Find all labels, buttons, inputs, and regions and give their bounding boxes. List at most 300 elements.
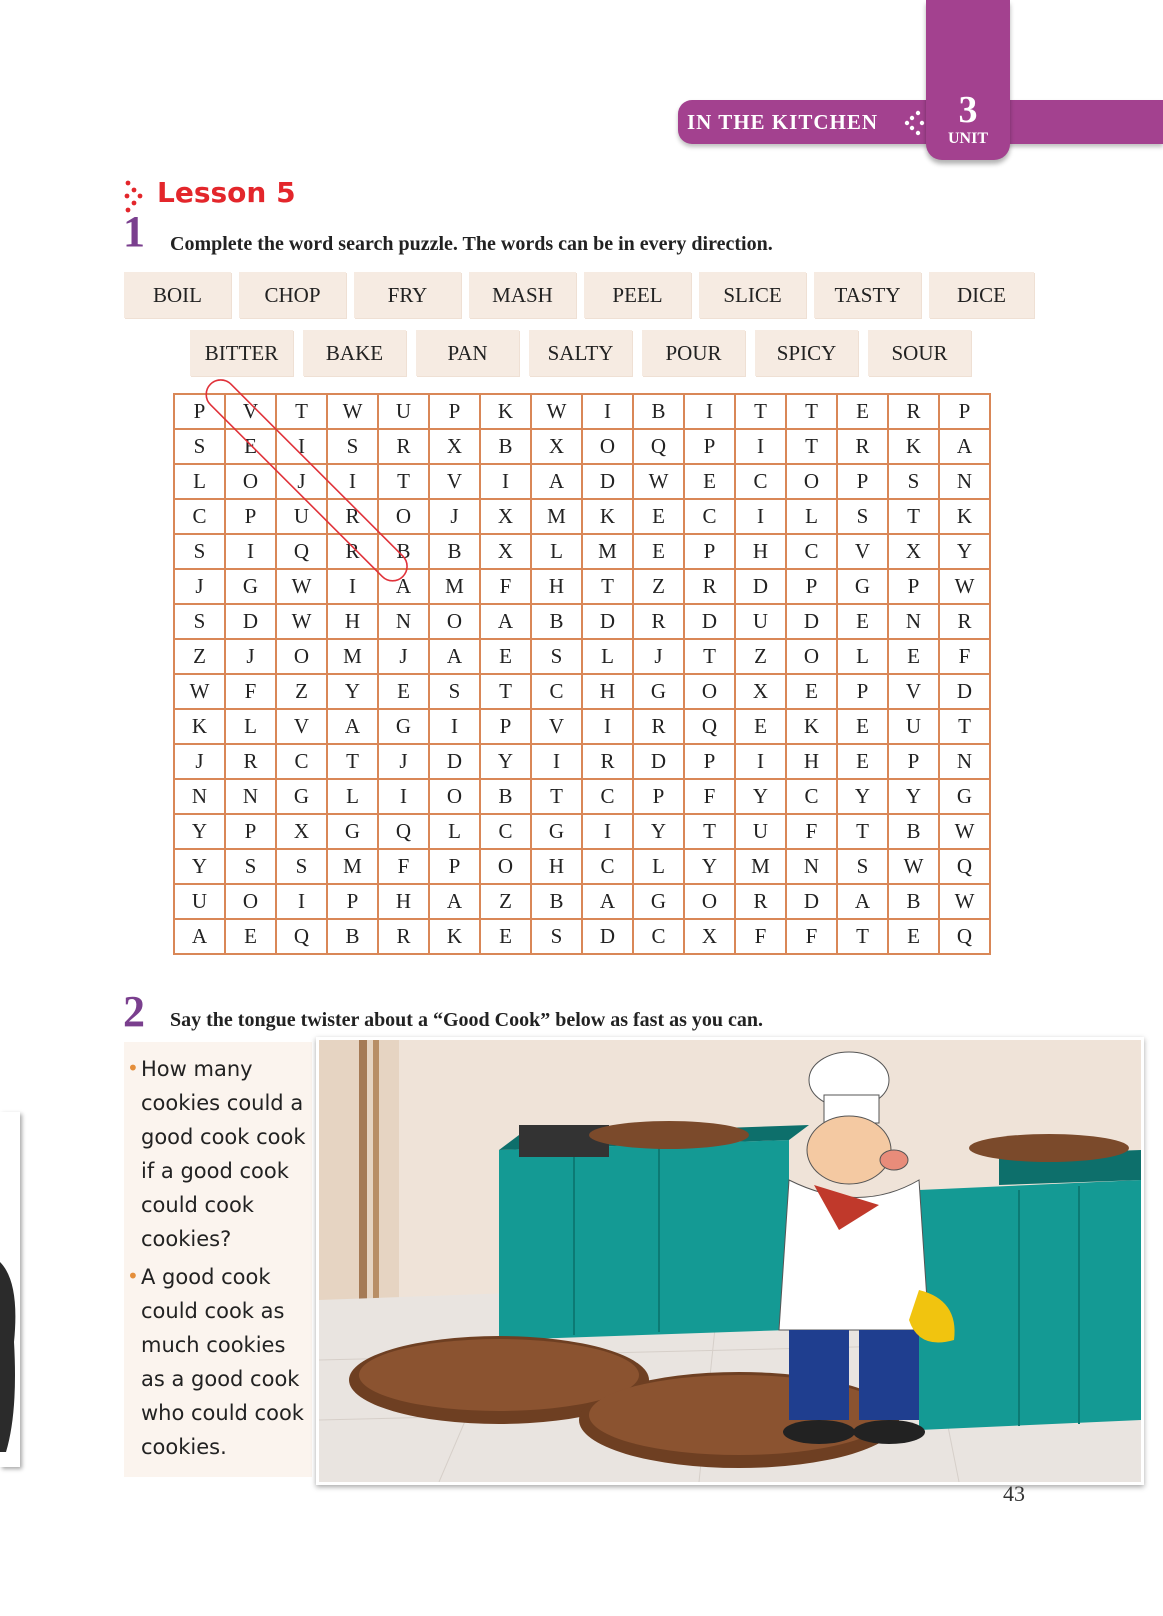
grid-cell[interactable]: J bbox=[174, 744, 225, 779]
grid-cell[interactable]: Z bbox=[276, 674, 327, 709]
grid-cell[interactable]: J bbox=[276, 464, 327, 499]
grid-cell[interactable]: A bbox=[429, 639, 480, 674]
grid-cell[interactable]: E bbox=[480, 639, 531, 674]
grid-cell[interactable]: S bbox=[429, 674, 480, 709]
grid-cell[interactable]: K bbox=[429, 919, 480, 954]
dots-icon bbox=[904, 110, 926, 136]
grid-cell[interactable]: A bbox=[837, 884, 888, 919]
exercise-2-instruction: Say the tongue twister about a “Good Cook” below as fast as you can. bbox=[170, 1009, 764, 1031]
grid-cell[interactable]: S bbox=[276, 849, 327, 884]
grid-cell[interactable]: T bbox=[327, 744, 378, 779]
grid-cell[interactable]: Z bbox=[174, 639, 225, 674]
grid-cell[interactable]: I bbox=[327, 569, 378, 604]
grid-cell[interactable]: T bbox=[786, 394, 837, 429]
grid-cell[interactable]: E bbox=[225, 429, 276, 464]
grid-cell[interactable]: F bbox=[480, 569, 531, 604]
grid-cell[interactable]: P bbox=[480, 709, 531, 744]
grid-cell[interactable]: O bbox=[582, 429, 633, 464]
grid-cell[interactable]: T bbox=[378, 464, 429, 499]
grid-cell[interactable]: P bbox=[684, 534, 735, 569]
grid-row bbox=[174, 569, 990, 604]
grid-cell[interactable]: S bbox=[225, 849, 276, 884]
grid-cell[interactable]: W bbox=[939, 814, 990, 849]
grid-cell[interactable]: K bbox=[888, 429, 939, 464]
grid-cell[interactable]: J bbox=[225, 639, 276, 674]
grid-cell[interactable]: M bbox=[582, 534, 633, 569]
grid-cell[interactable]: Y bbox=[735, 779, 786, 814]
grid-cell[interactable]: D bbox=[684, 604, 735, 639]
grid-cell[interactable]: E bbox=[480, 919, 531, 954]
grid-cell[interactable]: O bbox=[429, 604, 480, 639]
unit-tab bbox=[926, 0, 1010, 160]
grid-cell[interactable]: Z bbox=[480, 884, 531, 919]
grid-cell[interactable]: M bbox=[735, 849, 786, 884]
grid-cell[interactable]: S bbox=[531, 639, 582, 674]
grid-cell[interactable]: X bbox=[276, 814, 327, 849]
grid-cell[interactable]: N bbox=[939, 744, 990, 779]
grid-cell[interactable]: O bbox=[786, 464, 837, 499]
grid-cell[interactable]: G bbox=[633, 674, 684, 709]
grid-cell[interactable]: W bbox=[327, 394, 378, 429]
grid-cell[interactable]: L bbox=[174, 464, 225, 499]
grid-cell[interactable]: E bbox=[786, 674, 837, 709]
grid-cell[interactable]: W bbox=[276, 569, 327, 604]
twister-line: who could cook bbox=[141, 1401, 304, 1425]
grid-cell[interactable]: R bbox=[735, 884, 786, 919]
exercise-1-number: 1 bbox=[123, 207, 145, 256]
grid-cell[interactable]: T bbox=[786, 429, 837, 464]
grid-cell[interactable]: W bbox=[939, 884, 990, 919]
grid-cell[interactable]: S bbox=[837, 499, 888, 534]
grid-cell[interactable]: P bbox=[888, 569, 939, 604]
grid-cell[interactable]: R bbox=[378, 429, 429, 464]
grid-row bbox=[174, 814, 990, 849]
grid-cell[interactable]: T bbox=[480, 674, 531, 709]
grid-cell[interactable]: E bbox=[837, 604, 888, 639]
grid-cell[interactable]: L bbox=[225, 709, 276, 744]
grid-cell[interactable]: R bbox=[633, 709, 684, 744]
grid-cell[interactable]: K bbox=[582, 499, 633, 534]
grid-cell[interactable]: A bbox=[174, 919, 225, 954]
grid-cell[interactable]: Y bbox=[174, 814, 225, 849]
grid-row bbox=[174, 674, 990, 709]
grid-cell[interactable]: I bbox=[378, 779, 429, 814]
grid-cell[interactable]: I bbox=[735, 429, 786, 464]
grid-cell[interactable]: Q bbox=[276, 534, 327, 569]
grid-cell[interactable]: A bbox=[480, 604, 531, 639]
grid-cell[interactable]: R bbox=[225, 744, 276, 779]
grid-cell[interactable]: P bbox=[429, 849, 480, 884]
grid-cell[interactable]: D bbox=[582, 919, 633, 954]
grid-cell[interactable]: N bbox=[174, 779, 225, 814]
grid-cell[interactable]: V bbox=[888, 674, 939, 709]
grid-cell[interactable]: S bbox=[174, 429, 225, 464]
grid-cell[interactable]: S bbox=[888, 464, 939, 499]
grid-cell[interactable]: H bbox=[531, 849, 582, 884]
grid-cell[interactable]: A bbox=[378, 569, 429, 604]
grid-cell[interactable]: I bbox=[531, 744, 582, 779]
grid-cell[interactable]: Y bbox=[174, 849, 225, 884]
grid-row bbox=[174, 604, 990, 639]
grid-cell[interactable]: B bbox=[531, 884, 582, 919]
grid-cell[interactable]: T bbox=[735, 394, 786, 429]
grid-cell[interactable]: Q bbox=[633, 429, 684, 464]
grid-cell[interactable]: M bbox=[429, 569, 480, 604]
grid-cell[interactable]: H bbox=[327, 604, 378, 639]
grid-cell[interactable]: P bbox=[174, 394, 225, 429]
grid-cell[interactable]: T bbox=[684, 814, 735, 849]
grid-cell[interactable]: P bbox=[837, 674, 888, 709]
grid-cell[interactable]: I bbox=[684, 394, 735, 429]
grid-cell[interactable]: C bbox=[786, 534, 837, 569]
grid-cell[interactable]: F bbox=[225, 674, 276, 709]
grid-cell[interactable]: G bbox=[633, 884, 684, 919]
grid-cell[interactable]: X bbox=[735, 674, 786, 709]
grid-cell[interactable]: E bbox=[888, 639, 939, 674]
grid-cell[interactable]: J bbox=[429, 499, 480, 534]
twister-line: How many bbox=[141, 1057, 253, 1081]
grid-row bbox=[174, 429, 990, 464]
grid-cell[interactable]: T bbox=[837, 919, 888, 954]
grid-cell[interactable]: C bbox=[684, 499, 735, 534]
grid-cell[interactable]: N bbox=[786, 849, 837, 884]
grid-cell[interactable]: X bbox=[480, 534, 531, 569]
grid-cell[interactable]: R bbox=[684, 569, 735, 604]
grid-row bbox=[174, 919, 990, 954]
grid-cell[interactable]: R bbox=[837, 429, 888, 464]
grid-cell[interactable]: L bbox=[327, 779, 378, 814]
grid-cell[interactable]: L bbox=[633, 849, 684, 884]
grid-cell[interactable]: I bbox=[276, 884, 327, 919]
chef-kitchen-illustration bbox=[316, 1037, 1144, 1485]
grid-cell[interactable]: T bbox=[684, 639, 735, 674]
word-bank-item: MASH bbox=[469, 272, 576, 318]
grid-cell[interactable]: H bbox=[735, 534, 786, 569]
word-bank-item: PEEL bbox=[584, 272, 691, 318]
grid-cell[interactable]: V bbox=[225, 394, 276, 429]
side-photo bbox=[0, 1112, 20, 1467]
grid-cell[interactable]: U bbox=[735, 604, 786, 639]
grid-cell[interactable]: S bbox=[837, 849, 888, 884]
grid-cell[interactable]: A bbox=[327, 709, 378, 744]
grid-cell[interactable]: E bbox=[735, 709, 786, 744]
word-bank-item: SPICY bbox=[755, 330, 858, 376]
grid-cell[interactable]: W bbox=[531, 394, 582, 429]
word-search-grid bbox=[173, 393, 991, 955]
twister-line: as a good cook bbox=[141, 1367, 300, 1391]
grid-cell[interactable]: I bbox=[429, 709, 480, 744]
grid-cell[interactable]: B bbox=[480, 779, 531, 814]
grid-cell[interactable]: D bbox=[225, 604, 276, 639]
grid-cell[interactable]: O bbox=[225, 464, 276, 499]
grid-cell[interactable]: K bbox=[786, 709, 837, 744]
grid-cell[interactable]: P bbox=[225, 499, 276, 534]
grid-cell[interactable]: T bbox=[531, 779, 582, 814]
grid-cell[interactable]: P bbox=[786, 569, 837, 604]
grid-cell[interactable]: N bbox=[888, 604, 939, 639]
grid-cell[interactable]: V bbox=[531, 709, 582, 744]
kitchen-scene bbox=[319, 1040, 1141, 1482]
grid-cell[interactable]: B bbox=[378, 534, 429, 569]
grid-cell[interactable]: E bbox=[225, 919, 276, 954]
grid-cell[interactable]: O bbox=[225, 884, 276, 919]
grid-cell[interactable]: G bbox=[276, 779, 327, 814]
grid-cell[interactable]: A bbox=[582, 884, 633, 919]
grid-cell[interactable]: L bbox=[786, 499, 837, 534]
grid-cell[interactable]: Y bbox=[837, 779, 888, 814]
twister-line: cookies. bbox=[141, 1435, 227, 1459]
grid-cell[interactable]: T bbox=[276, 394, 327, 429]
photo-fragment bbox=[0, 1112, 20, 1467]
grid-cell[interactable]: C bbox=[276, 744, 327, 779]
grid-cell[interactable]: K bbox=[939, 499, 990, 534]
grid-cell[interactable]: F bbox=[684, 779, 735, 814]
grid-cell[interactable]: L bbox=[582, 639, 633, 674]
grid-cell[interactable]: H bbox=[582, 674, 633, 709]
grid-cell[interactable]: C bbox=[582, 849, 633, 884]
grid-cell[interactable]: W bbox=[174, 674, 225, 709]
grid-cell[interactable]: H bbox=[378, 884, 429, 919]
grid-cell[interactable]: X bbox=[480, 499, 531, 534]
grid-cell[interactable]: I bbox=[480, 464, 531, 499]
grid-cell[interactable]: O bbox=[276, 639, 327, 674]
grid-cell[interactable]: I bbox=[327, 464, 378, 499]
grid-cell[interactable]: O bbox=[480, 849, 531, 884]
grid-cell[interactable]: C bbox=[531, 674, 582, 709]
grid-cell[interactable]: N bbox=[939, 464, 990, 499]
twister-line: much cookies bbox=[141, 1333, 286, 1357]
grid-cell[interactable]: Q bbox=[939, 919, 990, 954]
grid-cell[interactable]: D bbox=[786, 604, 837, 639]
grid-cell[interactable]: U bbox=[735, 814, 786, 849]
grid-cell[interactable]: R bbox=[633, 604, 684, 639]
grid-cell[interactable]: O bbox=[684, 674, 735, 709]
grid-cell[interactable]: C bbox=[582, 779, 633, 814]
grid-cell[interactable]: E bbox=[633, 499, 684, 534]
grid-cell[interactable]: O bbox=[378, 499, 429, 534]
grid-cell[interactable]: I bbox=[582, 394, 633, 429]
grid-cell[interactable]: G bbox=[531, 814, 582, 849]
grid-cell[interactable]: S bbox=[174, 534, 225, 569]
grid-cell[interactable]: I bbox=[582, 709, 633, 744]
grid-cell[interactable]: Q bbox=[276, 919, 327, 954]
grid-cell[interactable]: G bbox=[939, 779, 990, 814]
grid-cell[interactable]: P bbox=[939, 394, 990, 429]
page-number: 43 bbox=[1003, 1481, 1025, 1506]
grid-cell[interactable]: V bbox=[429, 464, 480, 499]
grid-cell[interactable]: J bbox=[378, 639, 429, 674]
grid-cell[interactable]: I bbox=[735, 499, 786, 534]
grid-cell[interactable]: M bbox=[531, 499, 582, 534]
grid-cell[interactable]: S bbox=[327, 429, 378, 464]
grid-cell[interactable]: U bbox=[276, 499, 327, 534]
grid-cell[interactable]: Y bbox=[480, 744, 531, 779]
grid-cell[interactable]: R bbox=[939, 604, 990, 639]
grid-row bbox=[174, 849, 990, 884]
lesson-title: Lesson 5 bbox=[157, 176, 296, 209]
grid-cell[interactable]: P bbox=[684, 429, 735, 464]
grid-cell[interactable]: K bbox=[480, 394, 531, 429]
word-bank-item: POUR bbox=[642, 330, 745, 376]
grid-cell[interactable]: C bbox=[174, 499, 225, 534]
grid-cell[interactable]: E bbox=[837, 394, 888, 429]
grid-cell[interactable]: F bbox=[939, 639, 990, 674]
grid-row bbox=[174, 534, 990, 569]
grid-cell[interactable]: F bbox=[735, 919, 786, 954]
grid-cell[interactable]: D bbox=[582, 604, 633, 639]
grid-cell[interactable]: J bbox=[633, 639, 684, 674]
grid-cell[interactable]: R bbox=[327, 534, 378, 569]
grid-cell[interactable]: R bbox=[888, 394, 939, 429]
word-bank-item: BAKE bbox=[303, 330, 406, 376]
grid-cell[interactable]: L bbox=[531, 534, 582, 569]
grid-cell[interactable]: O bbox=[786, 639, 837, 674]
grid-cell[interactable]: B bbox=[327, 919, 378, 954]
grid-cell[interactable]: Y bbox=[939, 534, 990, 569]
grid-cell[interactable]: G bbox=[225, 569, 276, 604]
grid-cell[interactable]: A bbox=[939, 429, 990, 464]
word-bank-item: CHOP bbox=[239, 272, 346, 318]
grid-cell[interactable]: A bbox=[429, 884, 480, 919]
exercise-1-instruction: Complete the word search puzzle. The words can be in every direction. bbox=[170, 233, 773, 255]
grid-cell[interactable]: B bbox=[888, 884, 939, 919]
unit-number: 3 bbox=[958, 89, 978, 131]
grid-cell[interactable]: Y bbox=[684, 849, 735, 884]
grid-cell[interactable]: F bbox=[378, 849, 429, 884]
grid-cell[interactable]: X bbox=[429, 429, 480, 464]
grid-cell[interactable]: N bbox=[225, 779, 276, 814]
grid-cell[interactable]: G bbox=[327, 814, 378, 849]
unit-label: UNIT bbox=[947, 130, 988, 147]
grid-cell[interactable]: D bbox=[786, 884, 837, 919]
grid-cell[interactable]: J bbox=[174, 569, 225, 604]
grid-cell[interactable]: N bbox=[378, 604, 429, 639]
grid-cell[interactable]: E bbox=[684, 464, 735, 499]
grid-cell[interactable]: G bbox=[378, 709, 429, 744]
grid-cell[interactable]: M bbox=[327, 849, 378, 884]
word-bank-item: PAN bbox=[416, 330, 519, 376]
grid-cell[interactable]: D bbox=[939, 674, 990, 709]
grid-cell[interactable]: B bbox=[888, 814, 939, 849]
grid-cell[interactable]: E bbox=[378, 674, 429, 709]
grid-cell[interactable]: R bbox=[378, 919, 429, 954]
grid-cell[interactable]: P bbox=[327, 884, 378, 919]
grid-cell[interactable]: L bbox=[429, 814, 480, 849]
grid-cell[interactable]: H bbox=[786, 744, 837, 779]
grid-cell[interactable]: W bbox=[633, 464, 684, 499]
grid-cell[interactable]: F bbox=[786, 814, 837, 849]
grid-cell[interactable]: P bbox=[429, 394, 480, 429]
grid-cell[interactable]: Z bbox=[735, 639, 786, 674]
grid-cell[interactable]: Q bbox=[684, 709, 735, 744]
grid-cell[interactable]: E bbox=[888, 919, 939, 954]
grid-cell[interactable]: B bbox=[429, 534, 480, 569]
grid-cell[interactable]: T bbox=[582, 569, 633, 604]
grid-cell[interactable]: Y bbox=[327, 674, 378, 709]
grid-cell[interactable]: B bbox=[633, 394, 684, 429]
grid-cell[interactable]: S bbox=[174, 604, 225, 639]
grid-cell[interactable]: Q bbox=[939, 849, 990, 884]
grid-cell[interactable]: K bbox=[174, 709, 225, 744]
grid-cell[interactable]: B bbox=[531, 604, 582, 639]
grid-cell[interactable]: C bbox=[480, 814, 531, 849]
grid-cell[interactable]: Z bbox=[633, 569, 684, 604]
grid-cell[interactable]: Y bbox=[888, 779, 939, 814]
grid-cell[interactable]: U bbox=[888, 709, 939, 744]
grid-cell[interactable]: J bbox=[378, 744, 429, 779]
grid-cell[interactable]: P bbox=[837, 464, 888, 499]
grid-cell[interactable]: I bbox=[735, 744, 786, 779]
grid-cell[interactable]: D bbox=[633, 744, 684, 779]
grid-cell[interactable]: T bbox=[888, 499, 939, 534]
grid-row bbox=[174, 744, 990, 779]
grid-cell[interactable]: C bbox=[786, 779, 837, 814]
grid-cell[interactable]: V bbox=[837, 534, 888, 569]
grid-cell[interactable]: C bbox=[735, 464, 786, 499]
grid-cell[interactable]: V bbox=[276, 709, 327, 744]
grid-cell[interactable]: U bbox=[378, 394, 429, 429]
grid-cell[interactable]: P bbox=[888, 744, 939, 779]
exercise-2-number: 2 bbox=[123, 987, 145, 1036]
grid-cell[interactable]: Y bbox=[633, 814, 684, 849]
grid-cell[interactable]: W bbox=[276, 604, 327, 639]
grid-cell[interactable]: O bbox=[429, 779, 480, 814]
grid-cell[interactable]: T bbox=[837, 814, 888, 849]
grid-cell[interactable]: E bbox=[837, 709, 888, 744]
grid-cell[interactable]: D bbox=[735, 569, 786, 604]
grid-cell[interactable]: W bbox=[888, 849, 939, 884]
grid-cell[interactable]: X bbox=[888, 534, 939, 569]
grid-cell[interactable]: I bbox=[276, 429, 327, 464]
grid-cell[interactable]: U bbox=[174, 884, 225, 919]
grid-cell[interactable]: S bbox=[531, 919, 582, 954]
word-bank-item: TASTY bbox=[814, 272, 921, 318]
grid-cell[interactable]: M bbox=[327, 639, 378, 674]
grid-cell[interactable]: L bbox=[837, 639, 888, 674]
grid-cell[interactable]: B bbox=[480, 429, 531, 464]
grid-cell[interactable]: H bbox=[531, 569, 582, 604]
grid-cell[interactable]: P bbox=[225, 814, 276, 849]
grid-cell[interactable]: R bbox=[327, 499, 378, 534]
word-bank-item: BITTER bbox=[190, 330, 293, 376]
grid-cell[interactable]: P bbox=[684, 744, 735, 779]
grid-cell[interactable]: Q bbox=[378, 814, 429, 849]
grid-row bbox=[174, 499, 990, 534]
twister-line: if a good cook bbox=[141, 1159, 289, 1183]
grid-cell[interactable]: T bbox=[939, 709, 990, 744]
grid-cell[interactable]: G bbox=[837, 569, 888, 604]
grid-cell[interactable]: E bbox=[837, 744, 888, 779]
grid-cell[interactable]: O bbox=[684, 884, 735, 919]
grid-cell[interactable]: E bbox=[633, 534, 684, 569]
grid-cell[interactable]: X bbox=[531, 429, 582, 464]
grid-cell[interactable]: C bbox=[633, 919, 684, 954]
grid-cell[interactable]: I bbox=[225, 534, 276, 569]
twister-line: cookies could a bbox=[141, 1091, 304, 1115]
twister-line: good cook cook bbox=[141, 1125, 306, 1149]
grid-cell[interactable]: A bbox=[531, 464, 582, 499]
grid-cell[interactable]: X bbox=[684, 919, 735, 954]
grid-cell[interactable]: D bbox=[582, 464, 633, 499]
grid-cell[interactable]: P bbox=[633, 779, 684, 814]
unit-title: IN THE KITCHEN bbox=[687, 110, 878, 134]
twister-line: could cook bbox=[141, 1193, 254, 1217]
grid-cell[interactable]: D bbox=[429, 744, 480, 779]
grid-cell[interactable]: I bbox=[582, 814, 633, 849]
grid-cell[interactable]: R bbox=[582, 744, 633, 779]
grid-cell[interactable]: F bbox=[786, 919, 837, 954]
grid-cell[interactable]: W bbox=[939, 569, 990, 604]
